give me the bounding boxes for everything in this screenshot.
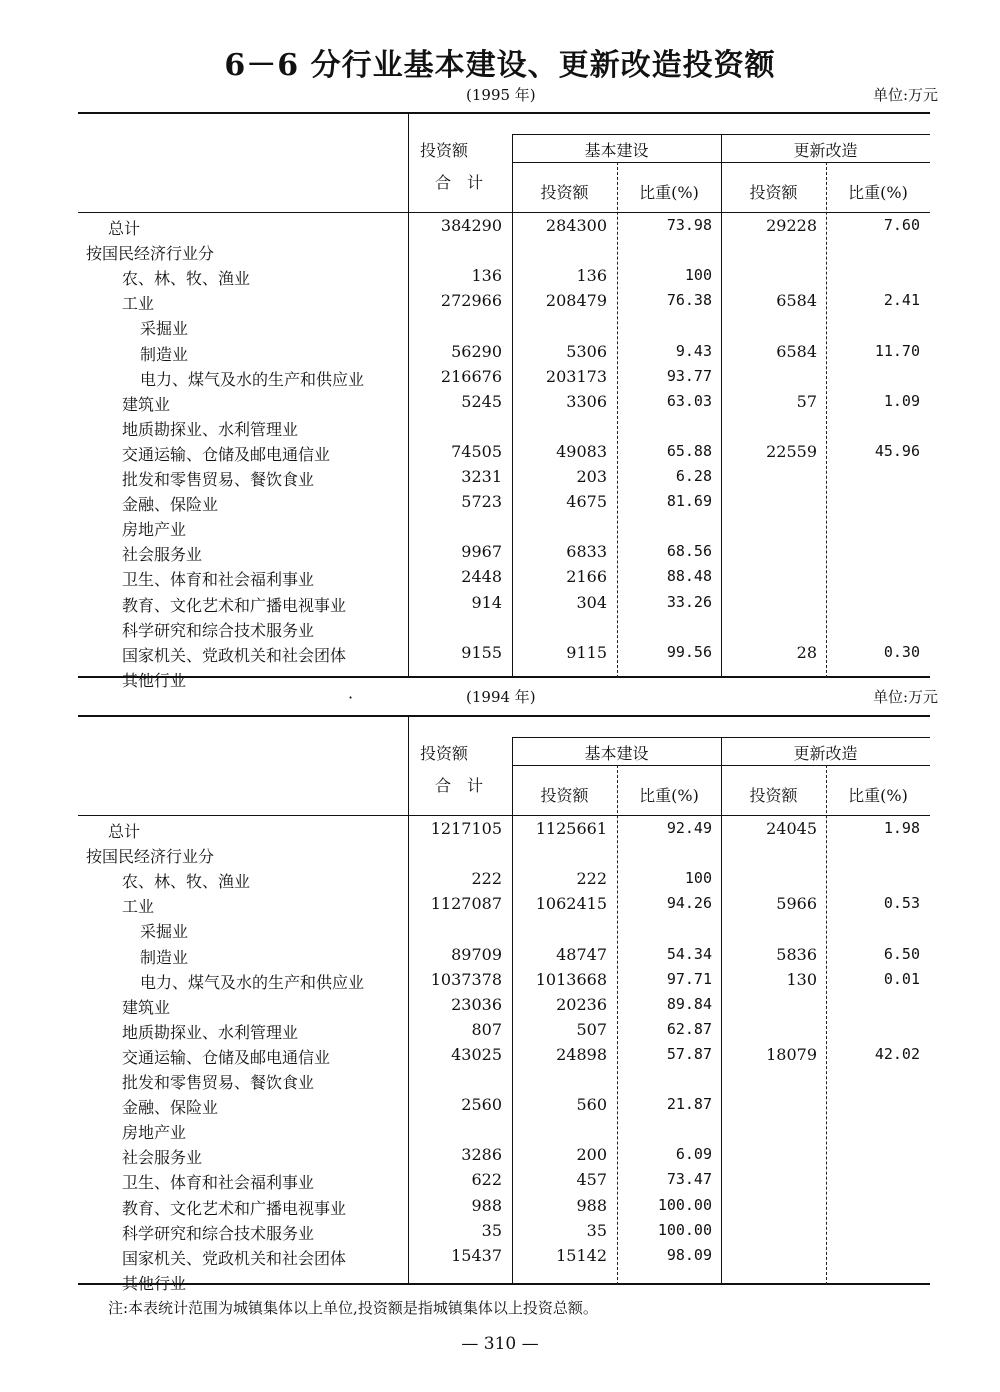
row-label: 按国民经济行业分 xyxy=(86,244,215,264)
cell-r-inv: 6584 xyxy=(776,341,817,361)
header-basic-inv: 投资额 xyxy=(540,183,589,202)
table-row xyxy=(78,1221,930,1245)
cell-b-ratio: 76.38 xyxy=(666,291,712,310)
table-row xyxy=(78,894,930,918)
cell-r-ratio: 2.41 xyxy=(883,291,920,310)
row-label: 其他行业 xyxy=(122,670,187,690)
cell-b-ratio: 68.56 xyxy=(666,542,712,561)
table-row xyxy=(78,542,930,566)
cell-r-ratio: 45.96 xyxy=(874,441,920,460)
cell-b-ratio: 93.77 xyxy=(666,366,712,385)
row-label: 国家机关、党政机关和社会团体 xyxy=(122,1248,347,1268)
row-label: 交通运输、仓储及邮电通信业 xyxy=(122,1047,331,1067)
row-label: 工业 xyxy=(122,897,155,917)
cell-total: 3286 xyxy=(461,1145,502,1165)
cell-b-inv: 222 xyxy=(576,869,607,889)
cell-total: 2560 xyxy=(461,1095,502,1115)
cell-b-ratio: 97.71 xyxy=(666,969,712,988)
footnote: 注:本表统计范围为城镇集体以上单位,投资额是指城镇集体以上投资总额。 xyxy=(108,1299,598,1317)
header-basic-ratio: 比重(%) xyxy=(639,786,699,805)
cell-total: 222 xyxy=(471,869,502,889)
cell-b-ratio: 99.56 xyxy=(666,642,712,661)
header-renov-ratio: 比重(%) xyxy=(848,786,908,805)
cell-b-inv: 15142 xyxy=(556,1245,607,1265)
cell-r-inv: 18079 xyxy=(766,1044,817,1064)
row-label: 采掘业 xyxy=(140,319,189,339)
cell-r-inv: 28 xyxy=(796,642,817,662)
cell-b-ratio: 63.03 xyxy=(666,391,712,410)
cell-b-inv: 200 xyxy=(576,1145,607,1165)
table-row xyxy=(78,442,930,466)
cell-total: 5245 xyxy=(461,391,502,411)
row-label: 地质勘探业、水利管理业 xyxy=(122,419,299,439)
cell-b-inv: 4675 xyxy=(566,492,607,512)
header-basic: 基本建设 xyxy=(584,744,649,763)
table-row xyxy=(78,216,930,240)
cell-total: 1217105 xyxy=(430,819,502,838)
cell-total: 5723 xyxy=(461,492,502,512)
header-total: 投资额 xyxy=(420,141,469,160)
row-label: 地质勘探业、水利管理业 xyxy=(122,1022,299,1042)
cell-b-ratio: 92.49 xyxy=(666,819,712,837)
table-row xyxy=(78,1145,930,1169)
table-row xyxy=(78,919,930,943)
row-label: 建筑业 xyxy=(122,997,171,1017)
row-label: 金融、保险业 xyxy=(122,1098,219,1118)
row-label: 采掘业 xyxy=(140,922,189,942)
header-renov-ratio: 比重(%) xyxy=(848,183,908,202)
table-row xyxy=(78,342,930,366)
cell-b-ratio: 88.48 xyxy=(666,567,712,586)
cell-r-ratio: 1.09 xyxy=(883,391,920,410)
cell-total: 89709 xyxy=(451,944,502,964)
table-row xyxy=(78,1045,930,1069)
cell-r-ratio: 0.53 xyxy=(883,894,920,913)
cell-b-ratio: 73.98 xyxy=(666,216,712,234)
cell-total: 23036 xyxy=(451,994,502,1014)
table-row xyxy=(78,241,930,265)
separator-dot: · xyxy=(348,688,354,707)
cell-r-ratio: 1.98 xyxy=(883,819,920,837)
row-label: 房地产业 xyxy=(122,520,187,540)
page-title: 6－6 分行业基本建设、更新改造投资额 xyxy=(224,48,776,83)
cell-b-ratio: 100 xyxy=(684,869,712,888)
row-label: 教育、文化艺术和广播电视事业 xyxy=(122,595,347,615)
row-label: 科学研究和综合技术服务业 xyxy=(122,1223,315,1243)
cell-total: 43025 xyxy=(451,1044,502,1064)
table-row xyxy=(78,1246,930,1270)
cell-b-ratio: 65.88 xyxy=(666,441,712,460)
row-label: 制造业 xyxy=(140,947,189,967)
cell-b-ratio: 57.87 xyxy=(666,1044,712,1063)
cell-b-inv: 35 xyxy=(586,1220,607,1240)
table-row xyxy=(78,1170,930,1194)
unit-label-1994: 单位:万元 xyxy=(872,688,938,706)
cell-b-ratio: 9.43 xyxy=(675,341,712,360)
cell-b-ratio: 21.87 xyxy=(666,1095,712,1114)
cell-b-inv: 3306 xyxy=(566,391,607,411)
row-label: 其他行业 xyxy=(122,1273,187,1293)
cell-total: 56290 xyxy=(451,341,502,361)
table-row xyxy=(78,995,930,1019)
table-row xyxy=(78,492,930,516)
table-row xyxy=(78,1120,930,1144)
header-basic: 基本建设 xyxy=(584,141,649,160)
cell-b-inv: 48747 xyxy=(556,944,607,964)
cell-b-inv: 1125661 xyxy=(535,819,607,838)
cell-total: 15437 xyxy=(451,1245,502,1265)
row-label: 批发和零售贸易、餐饮食业 xyxy=(122,1073,315,1092)
cell-total: 622 xyxy=(471,1170,502,1190)
row-label: 科学研究和综合技术服务业 xyxy=(122,620,315,640)
header-total-sub: 合 计 xyxy=(435,776,484,795)
cell-b-ratio: 33.26 xyxy=(666,592,712,611)
cell-b-inv: 2166 xyxy=(566,567,607,587)
cell-b-ratio: 100.00 xyxy=(657,1220,712,1239)
cell-b-ratio: 6.09 xyxy=(675,1145,712,1164)
row-label: 国家机关、党政机关和社会团体 xyxy=(122,645,347,665)
row-label: 教育、文化艺术和广播电视事业 xyxy=(122,1198,347,1218)
cell-b-inv: 203173 xyxy=(545,366,607,386)
cell-b-inv: 5306 xyxy=(566,341,607,361)
cell-total: 216676 xyxy=(440,366,502,386)
header-total: 投资额 xyxy=(420,744,469,763)
cell-r-ratio: 42.02 xyxy=(874,1044,920,1063)
table-row xyxy=(78,291,930,315)
row-label: 交通运输、仓储及邮电通信业 xyxy=(122,444,331,464)
cell-total: 3231 xyxy=(461,467,502,486)
cell-b-ratio: 98.09 xyxy=(666,1245,712,1264)
header-renov-inv: 投资额 xyxy=(749,183,798,202)
cell-b-ratio: 100 xyxy=(684,266,712,285)
cell-b-inv: 507 xyxy=(576,1019,607,1039)
table-row xyxy=(78,970,930,994)
row-label: 批发和零售贸易、餐饮食业 xyxy=(122,470,315,489)
cell-total: 9967 xyxy=(461,542,502,562)
row-label: 工业 xyxy=(122,294,155,314)
row-label: 电力、煤气及水的生产和供应业 xyxy=(140,972,365,992)
cell-b-ratio: 73.47 xyxy=(666,1170,712,1189)
cell-b-ratio: 81.69 xyxy=(666,492,712,511)
table-row xyxy=(78,643,930,667)
row-label: 社会服务业 xyxy=(122,545,203,565)
table-row xyxy=(78,1070,930,1094)
cell-r-inv: 130 xyxy=(786,969,817,989)
header-renov: 更新改造 xyxy=(793,744,858,763)
row-label: 按国民经济行业分 xyxy=(86,847,215,867)
table-row xyxy=(78,945,930,969)
header-basic-inv: 投资额 xyxy=(540,786,589,805)
cell-r-ratio: 0.01 xyxy=(883,969,920,988)
cell-r-inv: 22559 xyxy=(766,441,817,461)
cell-r-ratio: 6.50 xyxy=(883,944,920,963)
cell-b-ratio: 100.00 xyxy=(657,1195,712,1214)
table-row xyxy=(78,869,930,893)
cell-total: 2448 xyxy=(461,567,502,587)
cell-total: 272966 xyxy=(440,291,502,311)
cell-total: 914 xyxy=(471,592,502,612)
cell-r-inv: 6584 xyxy=(776,291,817,311)
table-row xyxy=(78,593,930,617)
table-row xyxy=(78,1271,930,1295)
header-bottom-rule xyxy=(78,815,930,816)
row-label: 卫生、体育和社会福利事业 xyxy=(122,1173,315,1193)
table-row xyxy=(78,567,930,591)
table-row xyxy=(78,1020,930,1044)
table-row xyxy=(78,1095,930,1119)
cell-total: 988 xyxy=(471,1195,502,1215)
table-row xyxy=(78,618,930,642)
row-label: 电力、煤气及水的生产和供应业 xyxy=(140,369,365,389)
row-label: 总计 xyxy=(108,219,141,238)
row-label: 金融、保险业 xyxy=(122,495,219,515)
table-row xyxy=(78,1196,930,1220)
cell-r-inv: 5966 xyxy=(776,894,817,914)
year-label-1995: (1995 年) xyxy=(466,86,536,104)
cell-total: 807 xyxy=(471,1019,502,1039)
cell-b-inv: 49083 xyxy=(556,441,607,461)
cell-b-ratio: 94.26 xyxy=(666,894,712,913)
unit-label-1995: 单位:万元 xyxy=(872,86,938,104)
page-number: — 310 — xyxy=(461,1334,539,1354)
header-renov-inv: 投资额 xyxy=(749,786,798,805)
cell-b-ratio: 62.87 xyxy=(666,1019,712,1038)
year-label-1994: (1994 年) xyxy=(466,688,536,706)
table-row xyxy=(78,819,930,843)
cell-r-ratio: 11.70 xyxy=(874,341,920,360)
cell-total: 384290 xyxy=(440,216,502,235)
cell-r-inv: 29228 xyxy=(766,216,817,235)
cell-r-inv: 57 xyxy=(796,391,817,411)
header-basic-ratio: 比重(%) xyxy=(639,183,699,202)
table-row xyxy=(78,467,930,491)
header-renov: 更新改造 xyxy=(793,141,858,160)
table-1995 xyxy=(78,112,930,690)
cell-b-inv: 1013668 xyxy=(535,969,607,989)
cell-total: 1037378 xyxy=(430,969,502,989)
cell-b-inv: 9115 xyxy=(566,642,607,662)
table-row xyxy=(78,517,930,541)
cell-b-inv: 1062415 xyxy=(535,894,607,914)
row-label: 农、林、牧、渔业 xyxy=(122,872,251,892)
table-1994 xyxy=(78,715,930,1293)
cell-total: 35 xyxy=(481,1220,502,1240)
cell-r-inv: 24045 xyxy=(766,819,817,838)
row-label: 建筑业 xyxy=(122,394,171,414)
cell-b-inv: 20236 xyxy=(556,994,607,1014)
header-total-sub: 合 计 xyxy=(435,173,484,192)
cell-r-ratio: 7.60 xyxy=(883,216,920,234)
table-row xyxy=(78,392,930,416)
row-label: 总计 xyxy=(108,822,141,841)
cell-r-inv: 5836 xyxy=(776,944,817,964)
cell-total: 9155 xyxy=(461,642,502,662)
table-row xyxy=(78,844,930,868)
row-label: 农、林、牧、渔业 xyxy=(122,269,251,289)
table-row xyxy=(78,367,930,391)
cell-b-ratio: 6.28 xyxy=(675,467,712,485)
cell-b-inv: 208479 xyxy=(545,291,607,311)
table-row xyxy=(78,417,930,441)
cell-b-inv: 136 xyxy=(576,266,607,286)
cell-total: 1127087 xyxy=(430,894,502,914)
table-top-rule xyxy=(78,112,930,114)
table-top-rule xyxy=(78,715,930,717)
cell-b-inv: 284300 xyxy=(545,216,607,235)
cell-b-inv: 24898 xyxy=(556,1044,607,1064)
cell-b-ratio: 89.84 xyxy=(666,994,712,1013)
cell-b-inv: 988 xyxy=(576,1195,607,1215)
table-row xyxy=(78,316,930,340)
cell-b-inv: 560 xyxy=(576,1095,607,1115)
cell-b-inv: 203 xyxy=(576,467,607,486)
table-row xyxy=(78,266,930,290)
cell-total: 74505 xyxy=(451,441,502,461)
cell-b-inv: 6833 xyxy=(566,542,607,562)
row-label: 房地产业 xyxy=(122,1123,187,1143)
row-label: 卫生、体育和社会福利事业 xyxy=(122,570,315,590)
cell-b-inv: 457 xyxy=(576,1170,607,1190)
row-label: 社会服务业 xyxy=(122,1148,203,1168)
cell-b-inv: 304 xyxy=(576,592,607,612)
header-bottom-rule xyxy=(78,212,930,213)
cell-r-ratio: 0.30 xyxy=(883,642,920,661)
cell-total: 136 xyxy=(471,266,502,286)
row-label: 制造业 xyxy=(140,344,189,364)
cell-b-ratio: 54.34 xyxy=(666,944,712,963)
